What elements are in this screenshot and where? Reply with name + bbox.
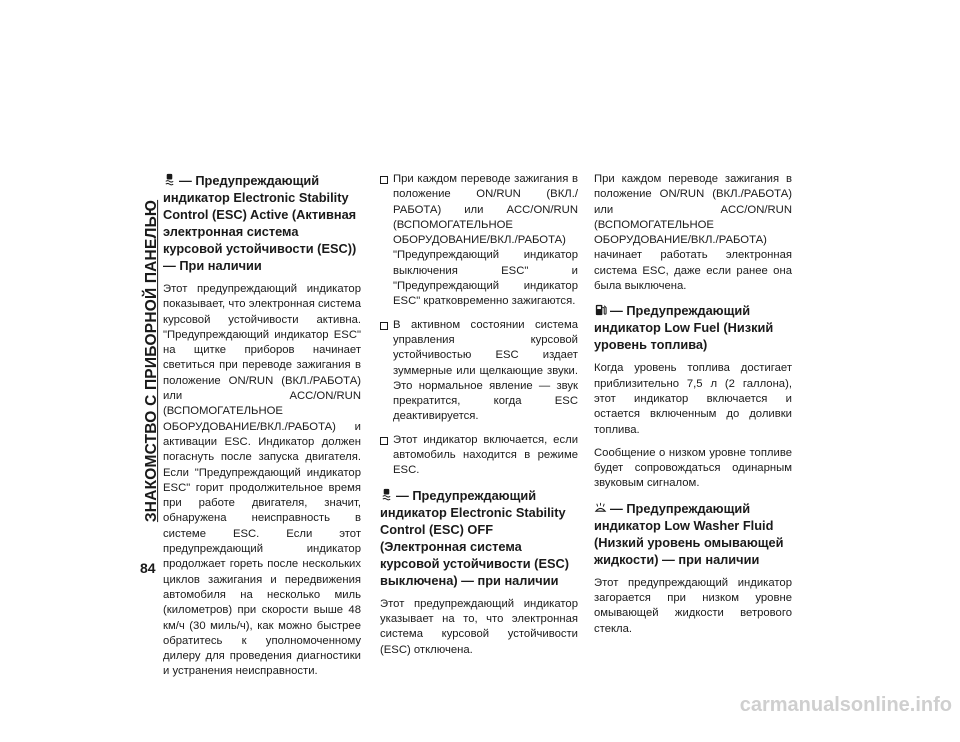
esc-off-body: Этот предупреждающий индикатор указывает на то, что электронная система курсовой устойчивости (ESC) отключена.: [380, 597, 578, 656]
esc-restart-paragraph: При каждом переводе зажигания в положение ON/RUN (ВКЛ./РАБОТА) или ACC/ON/RUN (ВСПОМОГАТЕЛЬНОЕ ОБОРУДОВАНИЕ/ВКЛ./РАБОТА) начинает работать электронная система ESC, даже если ранее она была выключена.: [594, 173, 792, 293]
low-washer-heading-text: — Предупреждающий индикатор Low Washer Fluid (Низкий уровень омывающей жидкости) — при наличии: [594, 500, 784, 567]
esc-off-heading: [380, 487, 578, 589]
esc-off-heading-text: — Предупреждающий индикатор Electronic Stability Control (ESC) OFF (Электронная система курсовой устойчивости (ESC) выключена) — при наличии: [380, 487, 570, 588]
watermark: carmanualsonline.info: [739, 694, 952, 716]
column-3: [594, 172, 792, 645]
list-item: В активном состоянии система управления курсовой устойчивостью ESC издает зуммерные или щелкающие звуки. Это нормальное явление — звук прекратится, когда ESC деактивируется.: [380, 318, 578, 425]
list-item: Этот индикатор включается, если автомобиль находится в режиме ESC.: [380, 433, 578, 479]
esc-active-heading: [163, 172, 361, 274]
bullet-square-icon: [380, 437, 388, 445]
low-fuel-heading-text: — Предупреждающий индикатор Low Fuel (Низкий уровень топлива): [594, 303, 774, 353]
esc-active-body: Этот предупреждающий индикатор показывает, что электронная система курсовой устойчивости активна. "Предупреждающий индикатор ESC" на щитке приборов начинает светиться при переводе зажигания в положение ON/RUN (ВКЛ./РАБОТА) или ACC/ON/RUN (ВСПОМОГАТЕЛЬНОЕ ОБОРУДОВАНИЕ/ВКЛ./РАБОТА) и активации ESC. Индикатор должен погаснуть после запуска двигателя. Если "Предупреждающий индикатор ESC" горит продолжительное время при работе двигателя, значит, обнаружена неисправность в системе ESC. Если этот предупреждающий индикатор продолжает гореть после нескольких циклов зажигания и передвижения автомобиля на несколько миль (километров) при скорости выше 48 км/ч (30 миль/ч), как можно быстрее обратитесь к уполномоченному дилеру для проведения диагностики и устранения неисправности.: [163, 283, 361, 678]
column-2: [380, 172, 578, 666]
low-fuel-heading: [594, 302, 792, 353]
side-title-text: ЗНАКОМСТВО С ПРИБОРНОЙ ПАНЕЛЬЮ: [143, 199, 161, 523]
page-number: 84: [140, 560, 156, 576]
low-fuel-body-2: Сообщение о низком уровне топливе будет сопровождаться одинарным звуковым сигналом.: [594, 446, 792, 490]
esc-active-heading-text: — Предупреждающий индикатор Electronic Stability Control (ESC) Active (Активная электронная система курсовой устойчивости (ESC)) — При наличии: [163, 173, 357, 273]
section-side-title: [138, 172, 166, 550]
low-fuel-body-1: Когда уровень топлива достигает приблизительно 7,5 л (2 галлона), этот индикатор включается и остается включенным до доливки топлива.: [594, 362, 792, 436]
esc-skid-car-icon: [163, 173, 176, 186]
low-washer-heading: [594, 500, 792, 568]
low-washer-body: Этот предупреждающий индикатор загорается при низком уровне омывающей жидкости ветрового стекла.: [594, 576, 792, 635]
esc-notes-list: [380, 172, 578, 479]
list-item: При каждом переводе зажигания в положение ON/RUN (ВКЛ./РАБОТА) или ACC/ON/RUN (ВСПОМОГАТЕЛЬНОЕ ОБОРУДОВАНИЕ/ВКЛ./РАБОТА) "Предупреждающий индикатор выключения ESC" и "Предупреждающий индикатор ESC" кратковременно зажигаются.: [380, 172, 578, 310]
column-1: [163, 172, 361, 688]
bullet-square-icon: [380, 322, 388, 330]
washer-fluid-icon: [594, 501, 607, 514]
esc-off-icon: [380, 488, 393, 501]
fuel-pump-icon: [594, 303, 607, 316]
bullet-square-icon: [380, 176, 388, 184]
